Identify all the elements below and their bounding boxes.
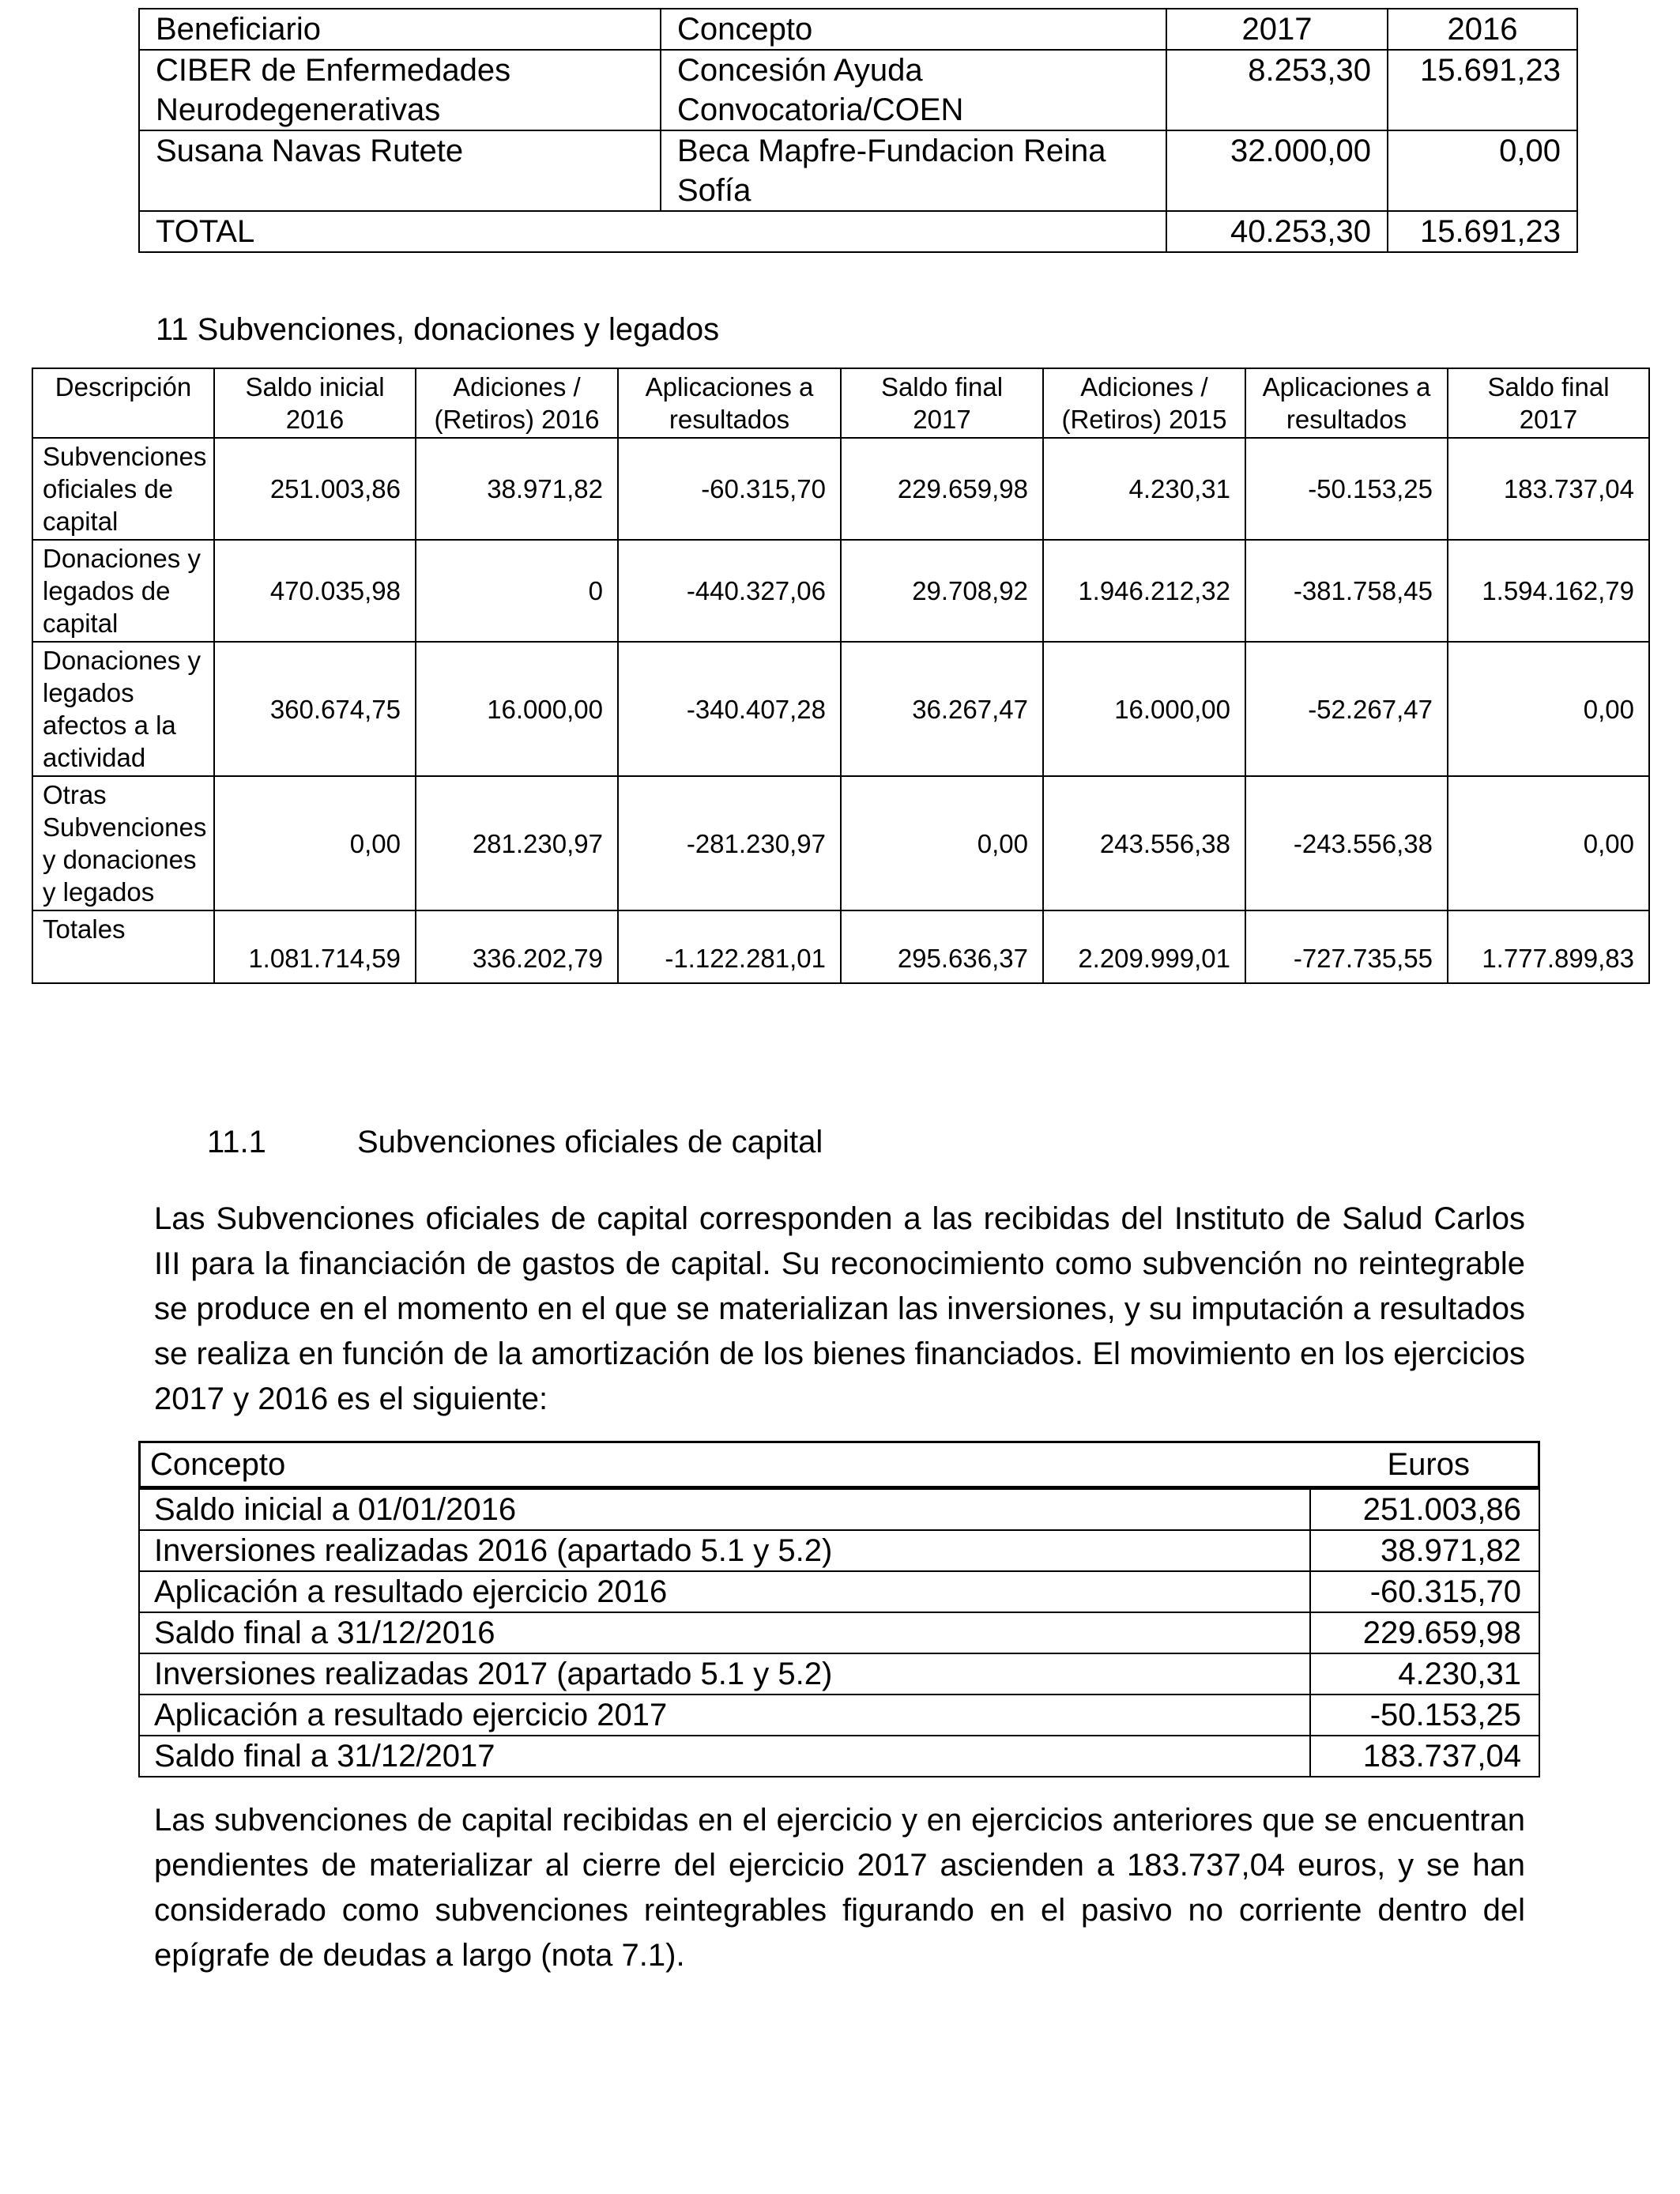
value-cell: 4.230,31 bbox=[1043, 438, 1245, 540]
concepto-cell: Aplicación a resultado ejercicio 2016 bbox=[139, 1571, 1310, 1612]
concepto-cell: Inversiones realizadas 2016 (apartado 5.1 y 5.2) bbox=[139, 1530, 1310, 1571]
movement-table-body bbox=[138, 1488, 1540, 1777]
beneficiaries-table bbox=[138, 8, 1578, 253]
value-cell: 36.267,47 bbox=[841, 642, 1043, 776]
subsection-title: Subvenciones oficiales de capital bbox=[357, 1125, 823, 1159]
table-row bbox=[139, 1489, 1539, 1530]
value-cell: -381.758,45 bbox=[1245, 540, 1448, 642]
value-cell: 183.737,04 bbox=[1448, 438, 1649, 540]
value-2016-cell: 0,00 bbox=[1388, 130, 1577, 211]
table-row bbox=[32, 642, 1649, 776]
total-cell: 1.777.899,83 bbox=[1448, 910, 1649, 983]
table-row bbox=[139, 50, 1577, 130]
beneficiario-cell: CIBER de Enfermedades Neurodegenerativas bbox=[139, 50, 661, 130]
total-2017: 40.253,30 bbox=[1166, 211, 1388, 252]
value-cell: 16.000,00 bbox=[416, 642, 618, 776]
table-row bbox=[139, 1695, 1539, 1736]
header-2016: 2016 bbox=[1388, 9, 1577, 50]
value-cell: -281.230,97 bbox=[618, 776, 841, 910]
totals-label: Totales bbox=[32, 910, 214, 983]
subsection-number: 11.1 bbox=[207, 1125, 266, 1159]
concepto-cell: Concesión Ayuda Convocatoria/COEN bbox=[661, 50, 1166, 130]
value-cell: 16.000,00 bbox=[1043, 642, 1245, 776]
section-heading: 11 Subvenciones, donaciones y legados bbox=[156, 312, 720, 347]
total-label: TOTAL bbox=[139, 211, 1166, 252]
table-header-row bbox=[139, 9, 1577, 50]
total-cell: -1.122.281,01 bbox=[618, 910, 841, 983]
description-cell: Donaciones y legados de capital bbox=[32, 540, 214, 642]
description-cell: Subvenciones oficiales de capital bbox=[32, 438, 214, 540]
value-cell: 0,00 bbox=[841, 776, 1043, 910]
header-saldo-final-2017: Saldo final 2017 bbox=[841, 368, 1043, 438]
description-cell: Donaciones y legados afectos a la actividad bbox=[32, 642, 214, 776]
value-cell: 29.708,92 bbox=[841, 540, 1043, 642]
header-concepto: Concepto bbox=[150, 1447, 286, 1482]
euros-cell: 251.003,86 bbox=[1310, 1489, 1539, 1530]
value-cell: 0,00 bbox=[214, 776, 416, 910]
value-cell: 251.003,86 bbox=[214, 438, 416, 540]
concepto-cell: Aplicación a resultado ejercicio 2017 bbox=[139, 1695, 1310, 1736]
total-cell: 336.202,79 bbox=[416, 910, 618, 983]
header-2017: 2017 bbox=[1166, 9, 1388, 50]
beneficiario-cell: Susana Navas Rutete bbox=[139, 130, 661, 211]
table-header-row bbox=[138, 1441, 1540, 1488]
table-header-row bbox=[32, 368, 1649, 438]
value-2017-cell: 32.000,00 bbox=[1166, 130, 1388, 211]
total-cell: -727.735,55 bbox=[1245, 910, 1448, 983]
header-adiciones-2015: Adiciones / (Retiros) 2015 bbox=[1043, 368, 1245, 438]
header-concepto: Concepto bbox=[661, 9, 1166, 50]
euros-cell: -60.315,70 bbox=[1310, 1571, 1539, 1612]
movement-table bbox=[138, 1441, 1539, 1777]
table-row bbox=[139, 130, 1577, 211]
header-euros: Euros bbox=[1387, 1447, 1470, 1482]
subsidies-table bbox=[32, 368, 1650, 984]
euros-cell: -50.153,25 bbox=[1310, 1695, 1539, 1736]
total-row bbox=[139, 211, 1577, 252]
table-row bbox=[139, 1530, 1539, 1571]
value-cell: 38.971,82 bbox=[416, 438, 618, 540]
table-row bbox=[139, 1653, 1539, 1695]
euros-cell: 229.659,98 bbox=[1310, 1612, 1539, 1653]
concepto-cell: Inversiones realizadas 2017 (apartado 5.1 y 5.2) bbox=[139, 1653, 1310, 1695]
header-saldo-final-2017-2: Saldo final 2017 bbox=[1448, 368, 1649, 438]
table-row bbox=[139, 1736, 1539, 1777]
header-aplicaciones-2: Aplicaciones a resultados bbox=[1245, 368, 1448, 438]
value-cell: 1.946.212,32 bbox=[1043, 540, 1245, 642]
description-cell: Otras Subvenciones y donaciones y legados bbox=[32, 776, 214, 910]
table-row bbox=[32, 776, 1649, 910]
table-row bbox=[32, 438, 1649, 540]
header-adiciones-2016: Adiciones / (Retiros) 2016 bbox=[416, 368, 618, 438]
total-cell: 2.209.999,01 bbox=[1043, 910, 1245, 983]
total-cell: 1.081.714,59 bbox=[214, 910, 416, 983]
paragraph: Las subvenciones de capital recibidas en el ejercicio y en ejercicios anteriores que se encuentran pendientes de materializar al cierre del ejercicio 2017 ascienden a 183.737,04 euros, y se han considerado como subvenciones reintegrables figurando en el pasivo no corriente dentro del epígrafe de deudas a largo (nota 7.1). bbox=[154, 1803, 1525, 1973]
value-2017-cell: 8.253,30 bbox=[1166, 50, 1388, 130]
total-2016: 15.691,23 bbox=[1388, 211, 1577, 252]
concepto-cell: Saldo final a 31/12/2017 bbox=[139, 1736, 1310, 1777]
table-row bbox=[139, 1571, 1539, 1612]
value-cell: 229.659,98 bbox=[841, 438, 1043, 540]
value-cell: -243.556,38 bbox=[1245, 776, 1448, 910]
totals-row bbox=[32, 910, 1649, 983]
value-cell: 0 bbox=[416, 540, 618, 642]
concepto-cell: Saldo final a 31/12/2016 bbox=[139, 1612, 1310, 1653]
header-saldo-inicial-2016: Saldo inicial 2016 bbox=[214, 368, 416, 438]
table-row bbox=[32, 540, 1649, 642]
subsection-heading bbox=[207, 1122, 823, 1162]
euros-cell: 183.737,04 bbox=[1310, 1736, 1539, 1777]
value-cell: -340.407,28 bbox=[618, 642, 841, 776]
header-aplicaciones: Aplicaciones a resultados bbox=[618, 368, 841, 438]
value-cell: 0,00 bbox=[1448, 776, 1649, 910]
total-cell: 295.636,37 bbox=[841, 910, 1043, 983]
value-cell: -60.315,70 bbox=[618, 438, 841, 540]
value-cell: 243.556,38 bbox=[1043, 776, 1245, 910]
value-cell: 1.594.162,79 bbox=[1448, 540, 1649, 642]
value-cell: -440.327,06 bbox=[618, 540, 841, 642]
value-cell: 360.674,75 bbox=[214, 642, 416, 776]
concepto-cell: Saldo inicial a 01/01/2016 bbox=[139, 1489, 1310, 1530]
header-beneficiario: Beneficiario bbox=[139, 9, 661, 50]
value-cell: 470.035,98 bbox=[214, 540, 416, 642]
value-2016-cell: 15.691,23 bbox=[1388, 50, 1577, 130]
value-cell: 281.230,97 bbox=[416, 776, 618, 910]
concepto-cell: Beca Mapfre-Fundacion Reina Sofía bbox=[661, 130, 1166, 211]
value-cell: -52.267,47 bbox=[1245, 642, 1448, 776]
paragraph: Las Subvenciones oficiales de capital corresponden a las recibidas del Instituto de Salud Carlos III para la financiación de gastos de capital. Su reconocimiento como subvención no reintegrable se produce en el momento en el que se materializan las inversiones, y su imputación a resultados se realiza en función de la amortización de los bienes financiados. El movimiento en los ejercicios 2017 y 2016 es el siguiente: bbox=[154, 1201, 1525, 1416]
value-cell: -50.153,25 bbox=[1245, 438, 1448, 540]
table-row bbox=[139, 1612, 1539, 1653]
value-cell: 0,00 bbox=[1448, 642, 1649, 776]
header-descripcion: Descripción bbox=[32, 368, 214, 438]
euros-cell: 4.230,31 bbox=[1310, 1653, 1539, 1695]
euros-cell: 38.971,82 bbox=[1310, 1530, 1539, 1571]
